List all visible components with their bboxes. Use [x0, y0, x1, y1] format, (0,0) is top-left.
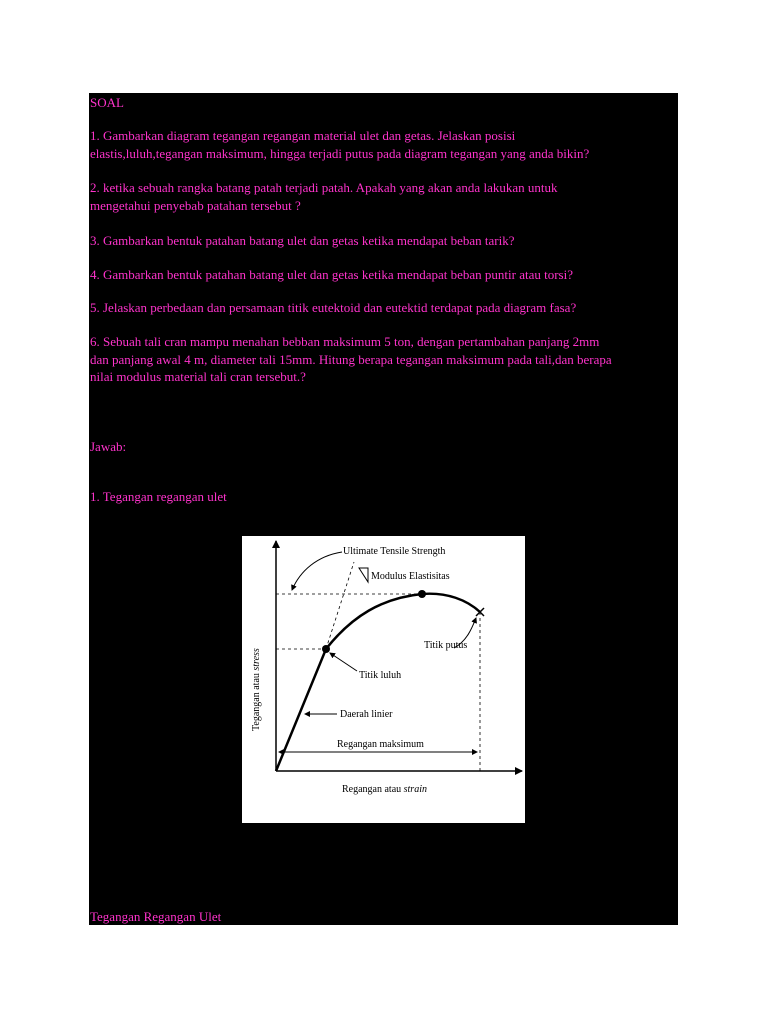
titik-luluh-arrow [330, 653, 357, 671]
x-axis-label: Regangan atau strain [342, 784, 427, 795]
modulus-dashed-line [326, 562, 354, 649]
label-modulus: Modulus Elastisitas [371, 571, 450, 582]
modulus-triangle [359, 568, 368, 582]
question-1-line-2: elastis,luluh,tegangan maksimum, hingga terjadi putus pada diagram tegangan yang anda bikin? [90, 146, 590, 161]
question-6-line-2: dan panjang awal 4 m, diameter tali 15mm. Hitung berapa tegangan maksimum pada tali,dan berapa [90, 352, 612, 367]
question-2-line-1: 2. ketika sebuah rangka batang patah terjadi patah. Apakah yang akan anda lakukan untuk [90, 180, 558, 195]
answer-item-1: 1. Tegangan regangan ulet [90, 489, 227, 504]
label-uts: Ultimate Tensile Strength [343, 546, 446, 557]
label-daerah-linier: Daerah linier [340, 709, 393, 720]
label-titik-luluh: Titik luluh [359, 670, 402, 681]
answer-label: Jawab: [90, 439, 127, 454]
question-2-line-2: mengetahui penyebab patahan tersebut ? [90, 198, 301, 213]
y-axis-label: Tegangan atau stress [251, 648, 262, 731]
question-5: 5. Jelaskan perbedaan dan persamaan titik eutektoid dan eutektid terdapat pada diagram fasa? [90, 300, 577, 315]
yield-point [322, 645, 330, 653]
stress-strain-diagram [242, 536, 525, 823]
question-3: 3. Gambarkan bentuk patahan batang ulet dan getas ketika mendapat beban tarik? [90, 233, 515, 248]
document-page [89, 93, 678, 925]
figure-caption: Tegangan Regangan Ulet [90, 909, 222, 924]
label-titik-putus: Titik putus [424, 640, 468, 651]
uts-arrow [292, 552, 342, 590]
question-6-line-1: 6. Sebuah tali cran mampu menahan bebban maksimum 5 ton, dengan pertambahan panjang 2mm [90, 334, 600, 349]
question-1-line-1: 1. Gambarkan diagram tegangan regangan material ulet dan getas. Jelaskan posisi [90, 128, 516, 143]
question-6-line-3: nilai modulus material tali cran tersebut.? [90, 369, 306, 384]
uts-point [418, 590, 426, 598]
label-regangan-maksimum: Regangan maksimum [337, 739, 424, 750]
question-4: 4. Gambarkan bentuk patahan batang ulet dan getas ketika mendapat beban puntir atau torsi? [90, 267, 573, 282]
soal-heading: SOAL [90, 95, 124, 110]
